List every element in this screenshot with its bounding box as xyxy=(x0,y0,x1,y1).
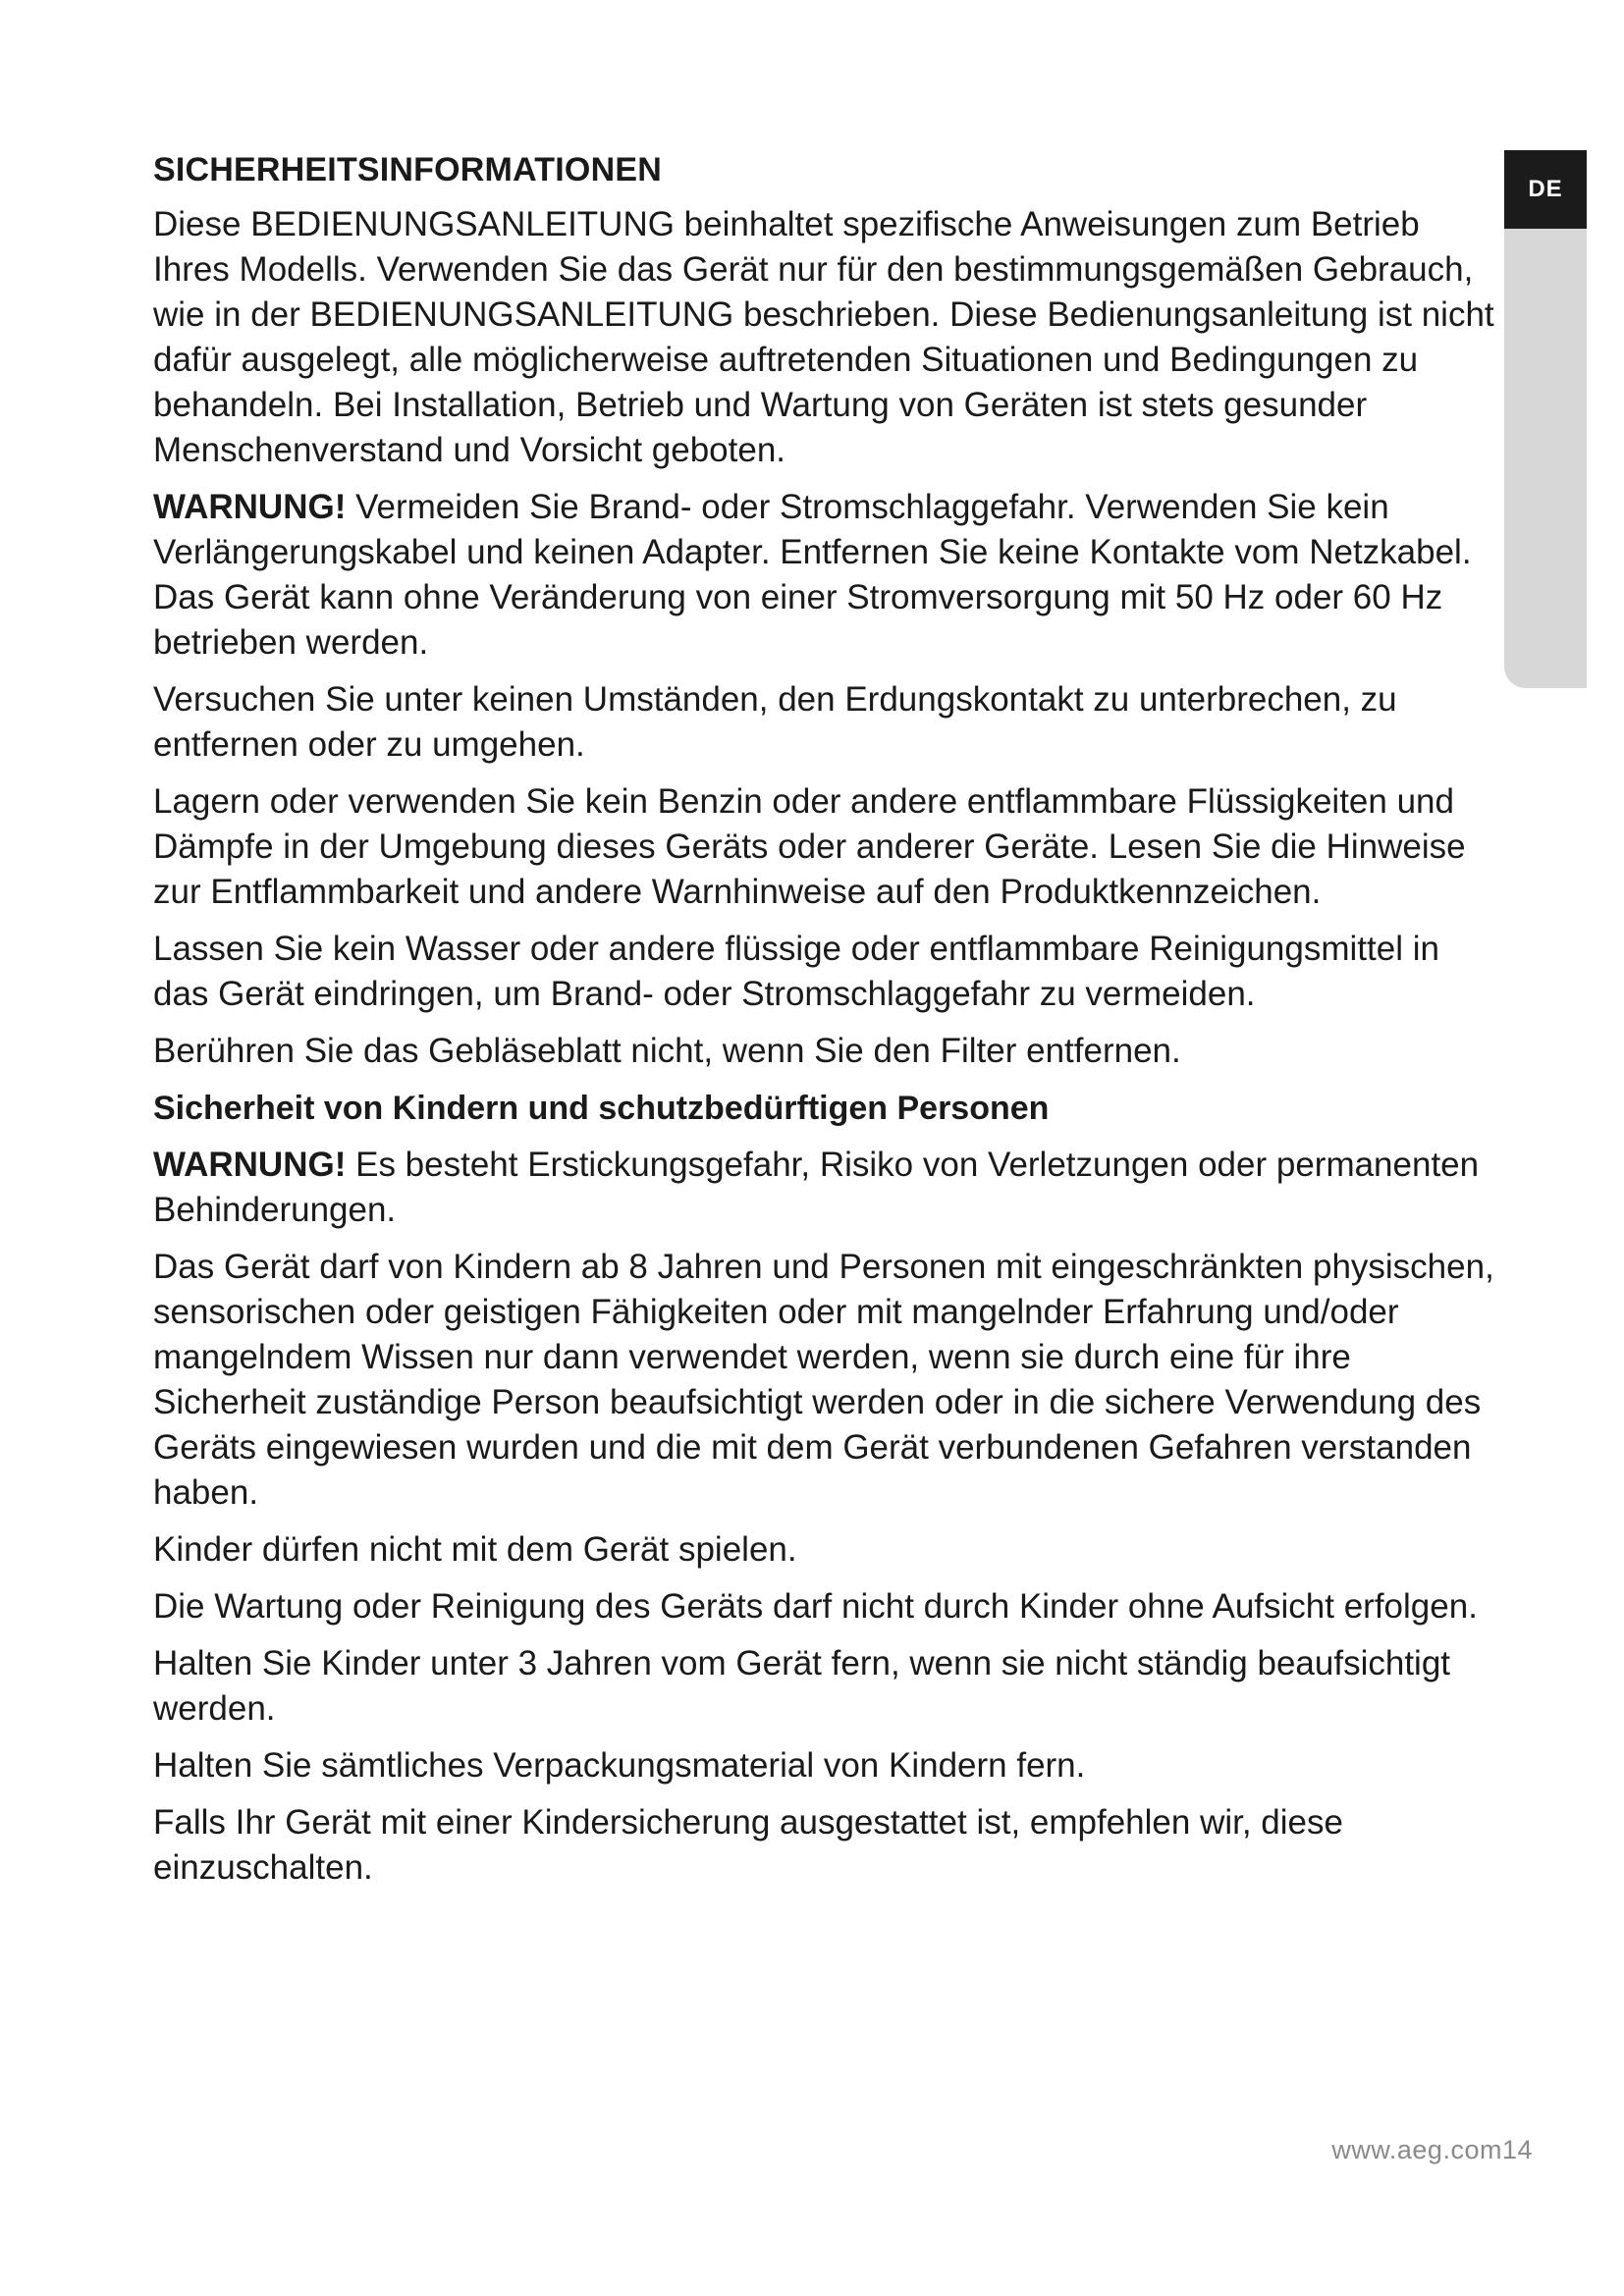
paragraph-children-under-3: Halten Sie Kinder unter 3 Jahren vom Gerät fern, wenn sie nicht ständig beaufsichtigt werden. xyxy=(153,1644,1451,1728)
language-tab-label: DE xyxy=(1504,150,1587,229)
paragraph-children-cleaning: Die Wartung oder Reinigung des Geräts darf nicht durch Kinder ohne Aufsicht erfolgen. xyxy=(153,1587,1478,1626)
warning-text-1: Vermeiden Sie Brand- oder Stromschlaggefahr. Verwenden Sie kein Verlängerungskabel und keinen Adapter. Entfernen Sie keine Kontakte vom Netzkabel. Das Gerät kann ohne Veränderung von einer Stromversorgung mit 50 Hz oder 60 Hz betrieben werden. xyxy=(153,488,1472,662)
paragraph-children-usage: Das Gerät darf von Kindern ab 8 Jahren und Personen mit eingeschränkten physischen, sensorischen oder geistigen Fähigkeiten oder mit mangelnder Erfahrung und/oder mangelndem Wissen nur dann verwendet werden, wenn sie durch eine für ihre Sicherheit zuständige Person beaufsichtigt werden oder in die sichere Verwendung des Geräts eingewiesen wurden und die mit dem Gerät verbundenen Gefahren verstanden haben. xyxy=(153,1248,1494,1512)
paragraph-intro: Diese BEDIENUNGSANLEITUNG beinhaltet spezifische Anweisungen zum Betrieb Ihres Modells. Verwenden Sie das Gerät nur für den bestimmungsgemäßen Gebrauch, wie in der BEDIENUNGSANLEITUNG beschrieben. Diese Bedienungsanleitung ist nicht dafür ausgelegt, alle möglicherweise auftretenden Situationen und Bedingungen zu behandeln. Bei Installation, Betrieb und Wartung von Geräten ist stets gesunder Menschenverstand und Vorsicht geboten. xyxy=(153,205,1494,469)
section-heading: SICHERHEITSINFORMATIONEN xyxy=(153,151,662,188)
paragraph-grounding: Versuchen Sie unter keinen Umständen, den Erdungskontakt zu unterbrechen, zu entfernen oder zu umgehen. xyxy=(153,680,1397,764)
warning-paragraph-1 xyxy=(153,485,1498,666)
paragraph-fan-blade: Berühren Sie das Gebläseblatt nicht, wenn Sie den Filter entfernen. xyxy=(153,1032,1181,1070)
paragraph-children-play: Kinder dürfen nicht mit dem Gerät spielen. xyxy=(153,1530,797,1569)
paragraph-packaging: Halten Sie sämtliches Verpackungsmaterial von Kindern fern. xyxy=(153,1746,1086,1785)
warning-label-1: WARNUNG! xyxy=(153,488,347,526)
paragraph-child-lock: Falls Ihr Gerät mit einer Kindersicherung ausgestattet ist, empfehlen wir, diese einzuschalten. xyxy=(153,1803,1343,1887)
paragraph-flammable: Lagern oder verwenden Sie kein Benzin oder andere entflammbare Flüssigkeiten und Dämpfe in der Umgebung dieses Geräts oder anderer Geräte. Lesen Sie die Hinweise zur Entflammbarkeit und andere Warnhinweise auf den Produktkennzeichen. xyxy=(153,782,1466,911)
footer-url-page-number: www.aeg.com14 xyxy=(1331,2135,1533,2164)
document-body xyxy=(153,147,1498,1902)
warning-label-2: WARNUNG! xyxy=(153,1146,347,1184)
paragraph-water: Lassen Sie kein Wasser oder andere flüssige oder entflammbare Reinigungsmittel in das Gerät eindringen, um Brand- oder Stromschlaggefahr zu vermeiden. xyxy=(153,930,1439,1013)
warning-paragraph-2 xyxy=(153,1143,1498,1233)
subsection-heading: Sicherheit von Kindern und schutzbedürftigen Personen xyxy=(153,1090,1050,1127)
warning-text-2: Es besteht Erstickungsgefahr, Risiko von Verletzungen oder permanenten Behinderungen. xyxy=(153,1146,1480,1229)
language-side-tab xyxy=(1504,150,1587,688)
